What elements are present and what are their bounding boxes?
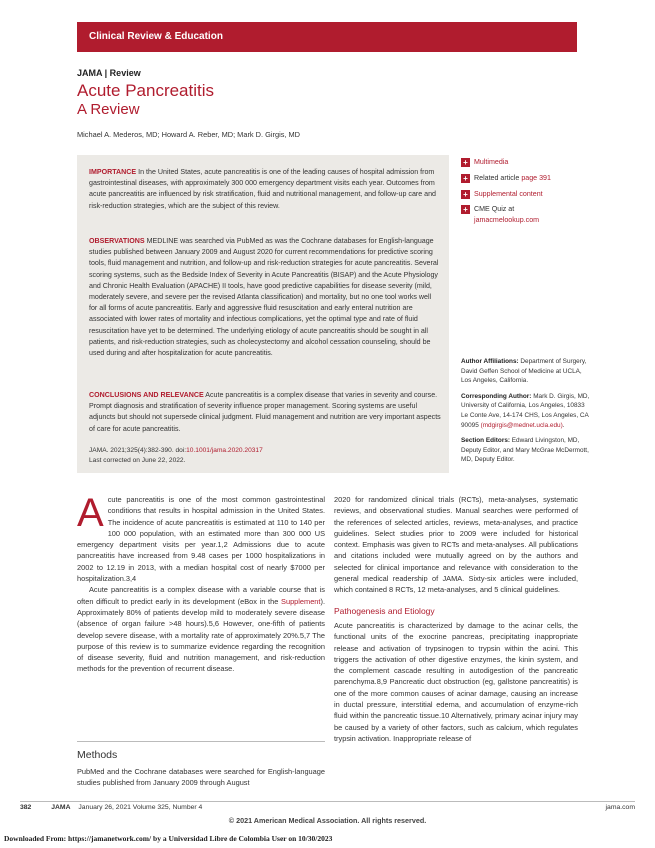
link-label: Related article — [474, 173, 520, 182]
editors-heading: Section Editors: — [461, 437, 511, 445]
corresponding-heading: Corresponding Author: — [461, 392, 532, 400]
footer-site[interactable]: jama.com — [605, 804, 635, 811]
link-multimedia[interactable] — [461, 157, 591, 168]
drop-cap: A — [77, 491, 104, 535]
affiliations-heading: Author Affiliations: — [461, 358, 519, 365]
p2-text-a: Acute pancreatitis is a complex disease with a variable course that is often difficult to predict early in its development (eBox in the — [77, 585, 325, 606]
observations-text: MEDLINE was searched via PubMed as was the Cochrane databases for English-language studies published between January 2009 and August 2020 for current recommendations for predictive scoring tools, fluid management and nutrition, and follow-up and risk-reduction strategies for acute pancreatitis. Several scoring systems, such as the Bedside Index of Severity in Acute Pancreatitis (BISAP) and the Acute Physiology and Chronic Health Evaluation (APACHE) II tools, have good predictive capabilities for disease severity (mild, moderately severe, and severe per the revised Atlanta classification) and mortality, but no one tool works well for all forms of acute pancreatitis. Early and aggressive fluid resuscitation and early enteral nutrition are associated with lower rates of mortality and infectious complications, yet the optimal type and rate of fluid resuscitation have yet to be determined. The underlying etiology of acute pancreatitis should be sought in all patients, and risk-reduction strategies, such as cholecystectomy and alcohol cessation counseling, should be used during and after hospitalization for acute pancreatitis. — [89, 237, 439, 358]
link-label: Supplemental content — [474, 189, 543, 198]
footer-journal: JAMA — [51, 804, 71, 811]
affiliations-text: Department of Surgery, David Geffen School of Medicine at UCLA, Los Angeles, California. — [461, 358, 587, 385]
left-column — [77, 491, 325, 675]
importance-heading: IMPORTANCE — [89, 168, 137, 176]
corresponding-end: . — [562, 421, 565, 429]
plus-icon: + — [461, 190, 470, 199]
observations-heading: OBSERVATIONS — [89, 237, 145, 245]
link-related-article[interactable] — [461, 173, 591, 184]
footer-issue: January 26, 2021 Volume 325, Number 4 — [78, 804, 203, 811]
intro-text: cute pancreatitis is one of the most common gastrointestinal conditions that results in hospital admission in the United States. The incidence of acute pancreatitis is estimated at 110 to 140 per 100 000 population, with an estimated more than 300 000 US emergency department visits per year.1,2 Admissions due to acute pancreatitis have increased from 9.48 cases per 1000 hospitalizations in 2002 to 12.19 in 2013, with a median hospital cost of nearly $7000 per hospitalization.3,4 — [77, 495, 325, 584]
intro-paragraph — [77, 491, 325, 584]
link-label: Multimedia — [474, 158, 509, 166]
related-links — [461, 157, 591, 226]
link-cme-quiz[interactable] — [461, 204, 591, 226]
supplement-link[interactable]: Supplement — [281, 596, 321, 606]
methods-text: PubMed and the Cochrane databases were searched for English-language studies published from January 2009 through August — [77, 767, 325, 788]
methods-divider — [77, 741, 325, 742]
methods-heading: Methods — [77, 749, 118, 761]
p2-text-b: ). Approximately 80% of patients develop mild to moderately severe disease (absence of organ failure >48 hours).5,6 However, one-fifth of patients develop severe disease, with a mortality rate of approximately 20%.5,7 The purpose of this review is to summarize evidence regarding the recognition of disease severity, fluid and nutrition management, and risk-reduction methods for the prevention of recurrent disease. — [77, 596, 325, 674]
citation-text: JAMA. 2021;325(4):382-390. doi: — [89, 447, 187, 454]
second-paragraph — [77, 584, 325, 674]
right-column — [334, 494, 578, 744]
abstract-observations — [89, 236, 441, 359]
journal-line: JAMA | Review — [77, 68, 141, 78]
running-footer — [20, 804, 635, 811]
author-list: Michael A. Mederos, MD; Howard A. Reber, MD; Mark D. Girgis, MD — [77, 130, 301, 139]
copyright: © 2021 American Medical Association. All rights reserved. — [228, 816, 427, 825]
importance-text: In the United States, acute pancreatitis is one of the leading causes of hospital admission from gastrointestinal diseases, with approximately 300 000 emergency department visits each year. Outcomes from acute pancreatitis are influenced by risk stratification, fluid and nutritional management, and follow-up care and risk-reduction strategies, which are the subject of this review. — [89, 168, 437, 210]
pathogenesis-text: Acute pancreatitis is characterized by damage to the acinar cells, the functional units of the exocrine pancreas, precipitating inappropriate release and activation of trypsinogen to trypsin within the acini. This triggers the activation of other digestive enzymes, the kinin system, and the complement cascade resulting in autodigestion of the pancreatic parenchyma.8,9 Pancreatic duct obstruction (eg, gallstone pancreatitis) is one of the more common causes of acinar damage, causing an increase in ductal pressure, interstitial edema, and accumulation of enzyme-rich fluid within the pancreatic tissue.10 Alternatively, primary acinar injury may be caused by a variety of other factors, such as calcium, which regulates trypsin activation. Inappropriate release of — [334, 620, 578, 743]
download-notice: Downloaded From: https://jamanetwork.com/ by a Universidad Libre de Colombia User on 10/30/2023 — [4, 834, 333, 843]
abstract-importance — [89, 167, 441, 212]
link-label: CME Quiz at — [474, 205, 515, 214]
page-number: 382 — [20, 804, 32, 811]
author-info — [461, 357, 591, 465]
editors-text: Edward Livingston, MD, Deputy Editor, and Mary McGrae McDermott, MD, Deputy Editor. — [461, 437, 589, 464]
pathogenesis-heading: Pathogenesis and Etiology — [334, 605, 435, 616]
link-extra: page 391 — [521, 173, 551, 182]
plus-icon: + — [461, 205, 470, 214]
citation — [89, 446, 441, 466]
corresponding-author — [461, 392, 591, 430]
doi-link[interactable]: 10.1001/jama.2020.20317 — [186, 447, 263, 454]
affiliations — [461, 357, 591, 386]
footer-divider — [20, 801, 635, 802]
article-title: Acute Pancreatitis — [77, 81, 215, 100]
plus-icon: + — [461, 158, 470, 167]
plus-icon: + — [461, 174, 470, 183]
corresponding-text: Mark D. Girgis, MD, University of California, Los Angeles, 10833 Le Conte Ave, 14-174 CHS, Los Angeles, CA 90095 — [461, 392, 590, 429]
email-link[interactable]: (mdgirgis@mednet.ucla.edu) — [480, 421, 563, 429]
abstract-conclusions — [89, 390, 441, 435]
abstract-box — [77, 155, 449, 473]
link-extra: jamacmelookup.com — [474, 216, 540, 225]
conclusions-text: Acute pancreatitis is a complex disease that varies in severity and course. Prompt diagnosis and stratification of severity influence proper management. Scoring systems are useful adjuncts but should not supersede clinical judgment. Fluid management and nutrition are very important aspects of care for acute pancreatitis. — [89, 391, 441, 433]
methods-continued: 2020 for randomized clinical trials (RCTs), meta-analyses, systematic reviews, and observational studies. Manual searches were performed of the references of selected articles, reviews, meta-analyses, and practice guidelines. Select studies prior to 2009 were included for historical context. Emphasis was given to RCTs and meta-analyses. All publications and citations included were mutually agreed on by the authors and selected for clinical importance and relevance with consideration to the general medical readership of JAMA. Sixty-six articles were included, which contained 8 RCTs, 12 meta-analyses, and 5 clinical guidelines. — [334, 495, 578, 595]
section-editors — [461, 436, 591, 465]
section-banner: Clinical Review & Education — [77, 22, 577, 52]
article-subtitle: A Review — [77, 101, 140, 118]
conclusions-heading: CONCLUSIONS AND RELEVANCE — [89, 391, 204, 399]
link-supplemental[interactable] — [461, 189, 591, 200]
last-corrected: Last corrected on June 22, 2022. — [89, 457, 186, 464]
